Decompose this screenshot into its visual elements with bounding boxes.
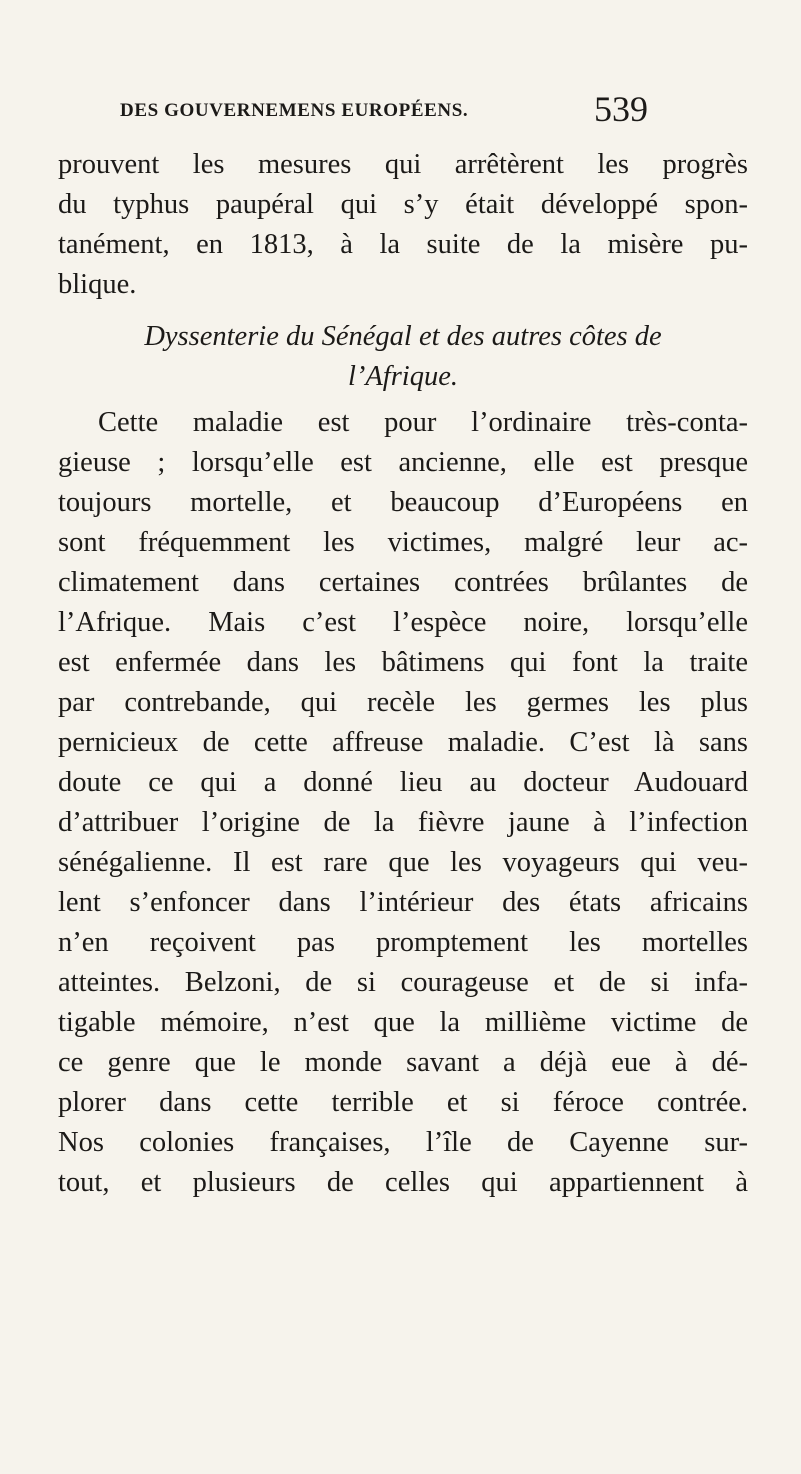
heading-line: Dyssenterie du Sénégal et des autres côtes de	[144, 321, 662, 352]
text-line: blique.	[58, 269, 137, 300]
paragraph	[58, 145, 748, 305]
text-line: sénégalienne. Il est rare que les voyageurs qui veu-	[58, 847, 748, 878]
body-text	[58, 145, 748, 1203]
text-line: lent s’enfoncer dans l’intérieur des états africains	[58, 887, 748, 918]
text-line: plorer dans cette terrible et si féroce contrée.	[58, 1087, 748, 1118]
text-line: gieuse ; lorsqu’elle est ancienne, elle est presque	[58, 447, 748, 478]
text-line: tigable mémoire, n’est que la millième victime de	[58, 1007, 748, 1038]
text-line: climatement dans certaines contrées brûlantes de	[58, 567, 748, 598]
text-line: est enfermée dans les bâtimens qui font la traite	[58, 647, 748, 678]
text-line: doute ce qui a donné lieu au docteur Audouard	[58, 767, 748, 798]
text-line: l’Afrique. Mais c’est l’espèce noire, lorsqu’elle	[58, 607, 748, 638]
text-line: atteintes. Belzoni, de si courageuse et de si infa-	[58, 967, 748, 998]
heading-line: l’Afrique.	[347, 361, 459, 392]
text-line: Cette maladie est pour l’ordinaire très-conta-	[98, 407, 748, 438]
text-line: Nos colonies françaises, l’île de Cayenne sur-	[58, 1127, 748, 1158]
text-line: ce genre que le monde savant a déjà eue à dé-	[58, 1047, 748, 1078]
text-line: tout, et plusieurs de celles qui appartiennent à	[58, 1167, 748, 1198]
text-line: pernicieux de cette affreuse maladie. C’est là sans	[58, 727, 748, 758]
text-line: du typhus paupéral qui s’y était développé spon-	[58, 189, 748, 220]
text-line: d’attribuer l’origine de la fièvre jaune à l’infection	[58, 807, 748, 838]
text-line: par contrebande, qui recèle les germes les plus	[58, 687, 748, 718]
text-line: tanément, en 1813, à la suite de la misère pu-	[58, 229, 748, 260]
page-number: 539	[594, 89, 648, 129]
text-line: sont fréquemment les victimes, malgré leur ac-	[58, 527, 748, 558]
running-head: DES GOUVERNEMENS EUROPÉENS.	[120, 100, 469, 121]
page-header	[120, 89, 648, 132]
section-heading	[58, 317, 748, 397]
paragraph	[58, 403, 748, 1203]
text-line: toujours mortelle, et beaucoup d’Européens en	[58, 487, 748, 518]
text-line: prouvent les mesures qui arrêtèrent les progrès	[58, 149, 748, 180]
text-line: n’en reçoivent pas promptement les mortelles	[58, 927, 748, 958]
